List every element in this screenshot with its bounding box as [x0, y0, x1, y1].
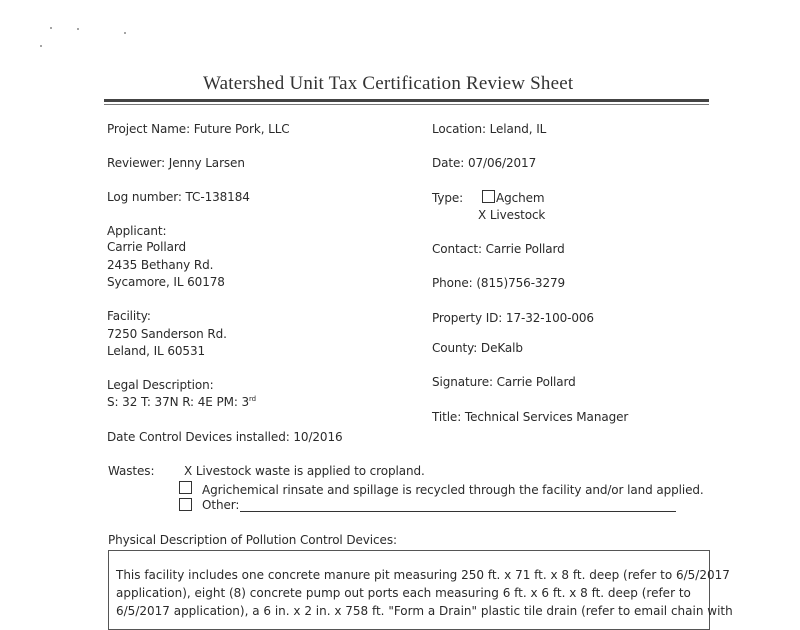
legal-superscript: rd [249, 395, 257, 403]
facility-street: 7250 Sanderson Rd. [107, 327, 227, 341]
physical-description-line: This facility includes one concrete manure pit measuring 250 ft. x 71 ft. x 8 ft. deep (refer to 6/5/2017 [116, 568, 730, 582]
physical-description-line: application), eight (8) concrete pump out ports each measuring 6 ft. x 6 ft. x 8 ft. deep (refer to [116, 586, 691, 600]
applicant-name: Carrie Pollard [107, 240, 187, 254]
legal-description-value: S: 32 T: 37N R: 4E PM: 3rd [107, 395, 257, 409]
other-blank-line[interactable] [240, 511, 676, 512]
document-title: Watershed Unit Tax Certification Review Sheet [203, 73, 574, 94]
wastes-label: Wastes: [108, 464, 155, 478]
type-label: Type: [432, 191, 464, 205]
property-id: Property ID: 17-32-100-006 [432, 311, 594, 325]
county: County: DeKalb [432, 341, 523, 355]
scan-speck [124, 32, 126, 34]
agrichemical-checkbox[interactable] [179, 481, 192, 494]
phone: Phone: (815)756-3279 [432, 276, 566, 290]
type-agchem-label: Agchem [496, 191, 545, 205]
reviewer: Reviewer: Jenny Larsen [107, 156, 245, 170]
applicant-city: Sycamore, IL 60178 [107, 275, 225, 289]
contact: Contact: Carrie Pollard [432, 242, 565, 256]
facility-label: Facility: [107, 309, 151, 323]
waste-agrichemical: Agrichemical rinsate and spillage is recycled through the facility and/or land applied. [202, 483, 704, 497]
project-name: Project Name: Future Pork, LLC [107, 122, 290, 136]
signature: Signature: Carrie Pollard [432, 375, 576, 389]
date-installed: Date Control Devices installed: 10/2016 [107, 430, 343, 444]
waste-livestock: X Livestock waste is applied to cropland. [184, 464, 425, 478]
review-date: Date: 07/06/2017 [432, 156, 537, 170]
title-rule-thin [104, 104, 709, 105]
location: Location: Leland, IL [432, 122, 547, 136]
facility-city: Leland, IL 60531 [107, 344, 206, 358]
legal-description-label: Legal Description: [107, 378, 214, 392]
waste-other-label: Other: [202, 498, 240, 512]
type-livestock: X Livestock [478, 208, 546, 222]
applicant-label: Applicant: [107, 224, 167, 238]
physical-description-line: 6/5/2017 application), a 6 in. x 2 in. x 758 ft. "Form a Drain" plastic tile drain (refer to email chain with [116, 604, 733, 618]
scan-speck [50, 27, 52, 29]
title-rule [104, 99, 709, 102]
title-field: Title: Technical Services Manager [432, 410, 629, 424]
physical-description-label: Physical Description of Pollution Control Devices: [108, 533, 397, 547]
scan-speck [77, 28, 79, 30]
log-number: Log number: TC-138184 [107, 190, 250, 204]
scan-speck [40, 45, 42, 47]
applicant-street: 2435 Bethany Rd. [107, 258, 214, 272]
other-checkbox[interactable] [179, 498, 192, 511]
agchem-checkbox[interactable] [482, 190, 495, 203]
